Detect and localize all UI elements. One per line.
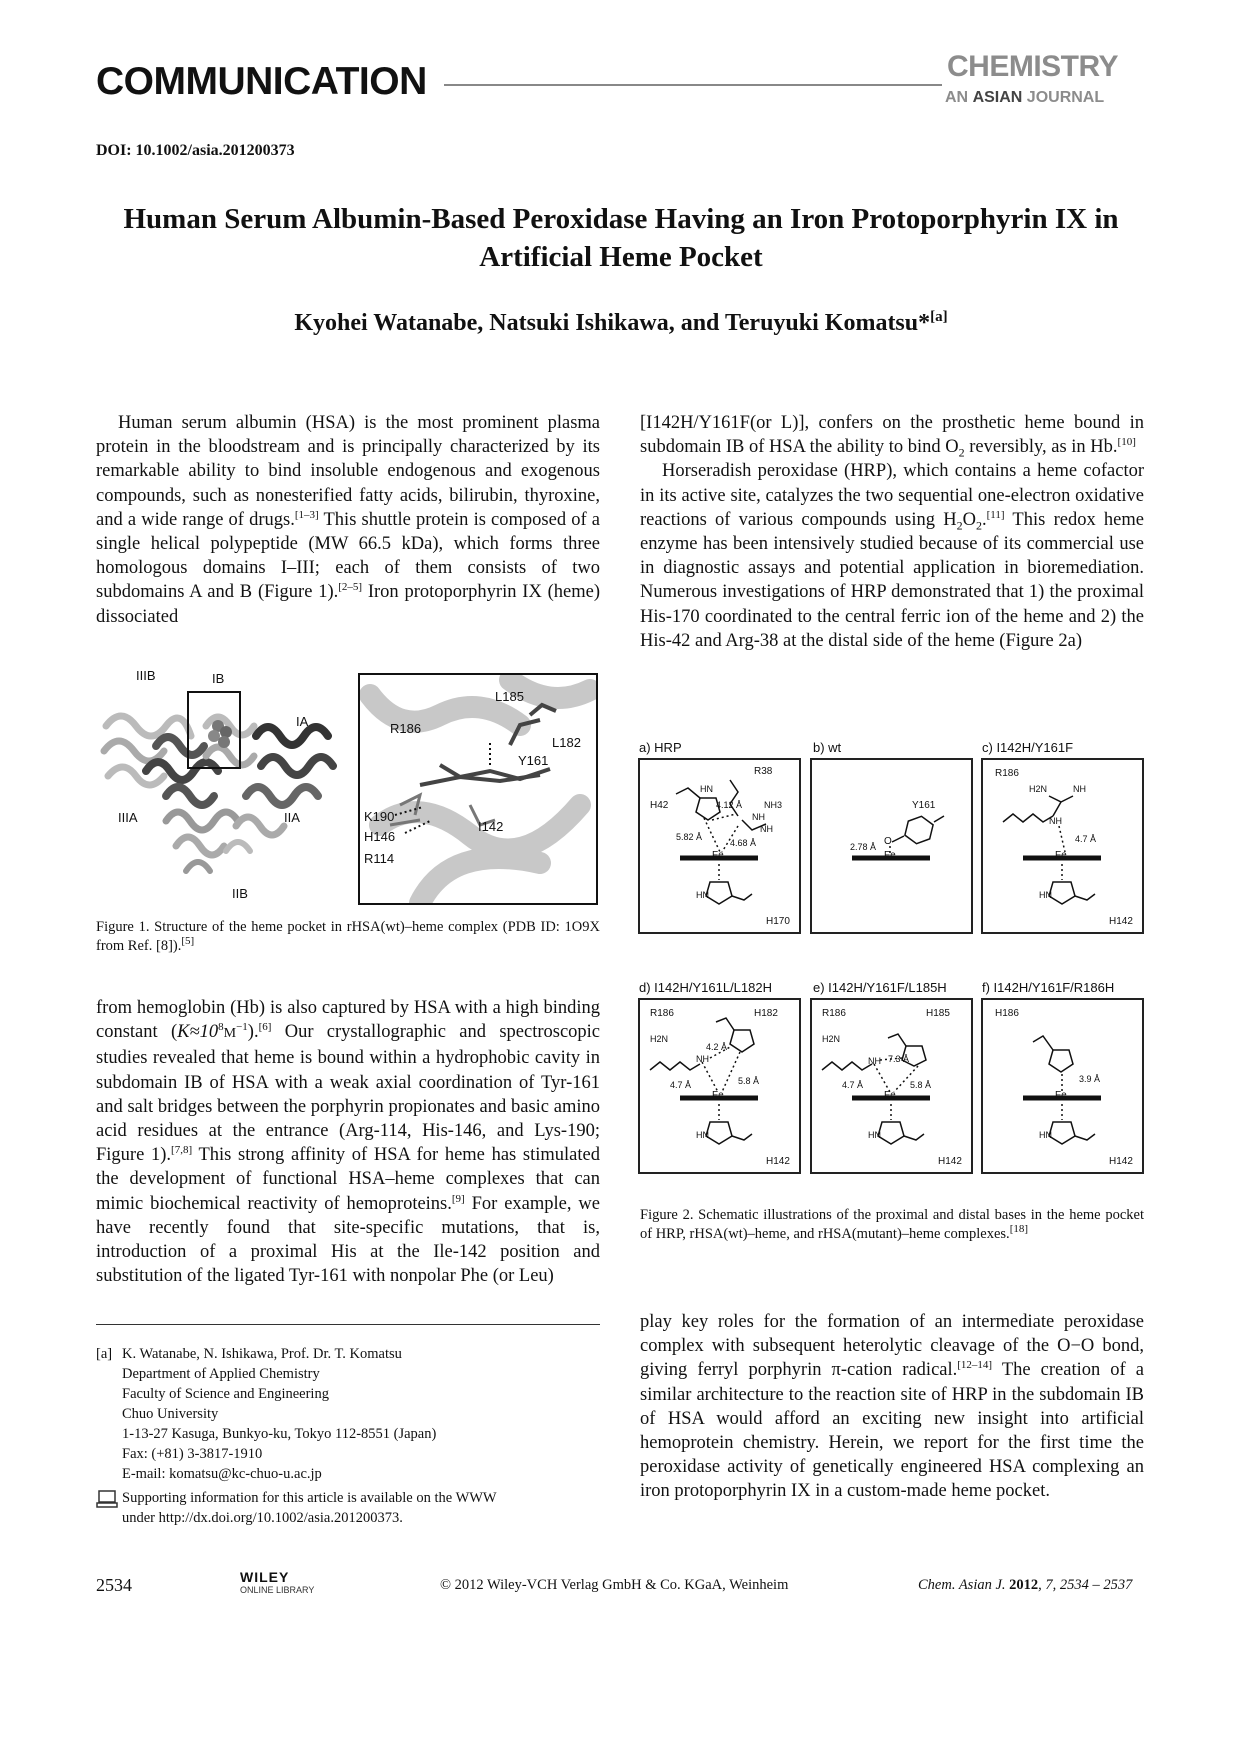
figure2-caption: Figure 2. Schematic illustrations of the proximal and distal bases in the heme pocket of HRP, rHSA(wt)–heme, and rHSA(mutant)–heme complexes.[18] [640,1207,1144,1242]
copyright: © 2012 Wiley-VCH Verlag GmbH & Co. KGaA, Weinheim [440,1577,789,1593]
affiliation-footnote: [a] K. Watanabe, N. Ishikawa, Prof. Dr. T. Komatsu Department of Applied Chemistry Faculty of Science and Engineering Chuo University 1-13-27 Kasuga, Bunkyo-ku, Tokyo 112-8551 (Japan) Fax: (+81) 3-3817-1910 E-mail: komatsu@kc-chuo-u.ac.jp [96,1344,600,1484]
journal-logo-line1: CHEMISTRY [947,50,1119,83]
label-IB: IB [212,671,225,686]
panel-f-I142H-Y161F-R186H: H186 3.9 Å Fe HN H142 [981,998,1144,1174]
header-rule [444,84,942,86]
footnote-rule [96,1324,600,1325]
page-number: 2534 [96,1575,132,1595]
panel-c-title: c) I142H/Y161F [982,740,1074,755]
figure1-caption: Figure 1. Structure of the heme pocket in rHSA(wt)–heme complex (PDB ID: 1O9X from Ref. [8]).[5] [96,919,600,954]
residue-I142: I142 [478,819,504,834]
wiley-logo: WILEY ONLINE LIBRARY [240,1569,315,1595]
computer-icon [96,1490,118,1508]
supporting-info-note: Supporting information for this article is available on the WWW under http://dx.doi.org/10.1002/asia.201200373. [96,1488,600,1528]
author-list: Kyohei Watanabe, Natsuki Ishikawa, and Teruyuki Komatsu*[a] [294,309,948,336]
email[interactable]: E-mail: komatsu@kc-chuo-u.ac.jp [122,1466,322,1482]
residue-Y161: Y161 [518,753,549,768]
residue-R186: R186 [390,721,422,736]
body-paragraph-4: play key roles for the formation of an intermediate peroxidase complex with subsequent heterolytic cleavage of the O−O bond, giving ferryl porphyrin π-cation radical.[12–14] The creation of a similar architecture to the reaction site of HRP in the subdomain IB of HSA would afford an exciting new insight into artificial hemoprotein chemistry. Herein, we report for the first time the peroxidase activity of genetically engineered HSA complexing an iron protoporphyrin IX in a custom-made heme pocket. [640,1312,1144,1502]
panel-e-title: e) I142H/Y161F/L185H [813,980,947,995]
panel-c-I142H-Y161F: R186 H2N NH NH 4.7 Å Fe HN H142 [981,758,1144,934]
citation: Chem. Asian J. 2012, 7, 2534 – 2537 [918,1577,1133,1593]
label-IIIB: IIIB [136,668,156,683]
doi: DOI: 10.1002/asia.201200373 [96,142,295,159]
label-IIB: IIB [232,886,248,901]
panel-d-I142H-Y161L-L182H: R186 H182 H2N NH 4.2 Å 4.7 Å 5.8 Å Fe HN H142 [638,998,801,1174]
label-IIA: IIA [284,810,300,825]
label-IIIA: IIIA [118,810,138,825]
body-paragraph-2: from hemoglobin (Hb) is also captured by HSA with a high binding constant $(K\approx 10^8M^{-1}).[6]$ Our crystallographic and spectroscopic studies revealed that heme is bound within a hydrophobic cavity in subdomain IB of HSA with a weak axial coordination of Tyr-161 and salt bridges between the porphyrin propionates and basic amino acid residues at the entrance (Arg-114, His-146, and Lys-190; Figure 1).[7,8] This strong affinity of HSA for heme has stimulated the development of functional HSA–heme complexes that can mimic biochemical reactivity of hemoproteins.[9] For example, we have recently found that site-specific mutations, that is, introduction of a proximal His at the Ile-142 position and substitution of the ligated Tyr-161 with nonpolar Phe (or Leu) [96,998,601,1287]
journal-logo-line2: AN ASIAN JOURNAL [945,89,1105,106]
body-paragraph-3: [I142H/Y161F(or L)], confers on the prosthetic heme bound in subdomain IB of HSA the ability to bind $O_2$ reversibly, as in Hb.[10] Horseradish peroxidase (HRP), which contains a heme cofactor in its active site, catalyzes the two sequential one-electron oxidative reactions of various compounds using $H_2O_2.[11]$ This redox heme enzyme has been intensively studied because of its commercial use in diagnostic assays and potential application in bioremediation. Numerous investigations of HRP demonstrated that 1) the proximal His-170 coordinated to the central ferric ion of the heme and 2) the His-42 and Arg-38 at the distal side of the heme (Figure 2a) [640,413,1144,651]
panel-f-title: f) I142H/Y161F/R186H [982,980,1115,995]
section-heading: COMMUNICATION [96,60,427,103]
figure2 [638,740,1144,1210]
panel-a-HRP: R38 H42 4.12 Å 5.82 Å 4.68 Å HN NH NH NH3 HN Fe H170 [638,758,801,934]
panel-b-wt: Y161 2.78 Å O Fe [810,758,973,934]
residue-L185: L185 [495,689,524,704]
residue-K190: K190 [364,809,395,824]
panel-e-I142H-Y161F-L185H: R186 H185 H2N NH 7.3 Å 4.7 Å 5.8 Å Fe HN H142 [810,998,973,1174]
figure1-overview-image [96,666,350,906]
panel-d-title: d) I142H/Y161L/L182H [639,980,772,995]
supporting-info-link[interactable]: under http://dx.doi.org/10.1002/asia.201200373. [122,1510,403,1526]
panel-b-title: b) wt [813,740,842,755]
residue-H146: H146 [364,829,396,844]
residue-L182: L182 [552,735,581,750]
panel-a-title: a) HRP [639,740,682,755]
label-IA: IA [296,714,309,729]
body-paragraph-1: Human serum albumin (HSA) is the most prominent plasma protein in the bloodstream and is principally characterized by its remarkable ability to bind insoluble endogenous and exogenous compounds, such as nonesterified fatty acids, bilirubin, thyroxine, and a wide range of drugs.[1–3] This shuttle protein is composed of a single helical polypeptide (MW 66.5 kDa), which forms three homologous domains I–III; each of them consists of two subdomains A and B (Figure 1).[2–5] Iron protoporphyrin IX (heme) dissociated [96,413,600,627]
residue-R114: R114 [364,851,395,866]
article-title: Human Serum Albumin-Based Peroxidase Having an Iron Protoporphyrin IX in Artificial Heme Pocket [123,203,1119,273]
figure1-heme-pocket-image [358,673,598,905]
